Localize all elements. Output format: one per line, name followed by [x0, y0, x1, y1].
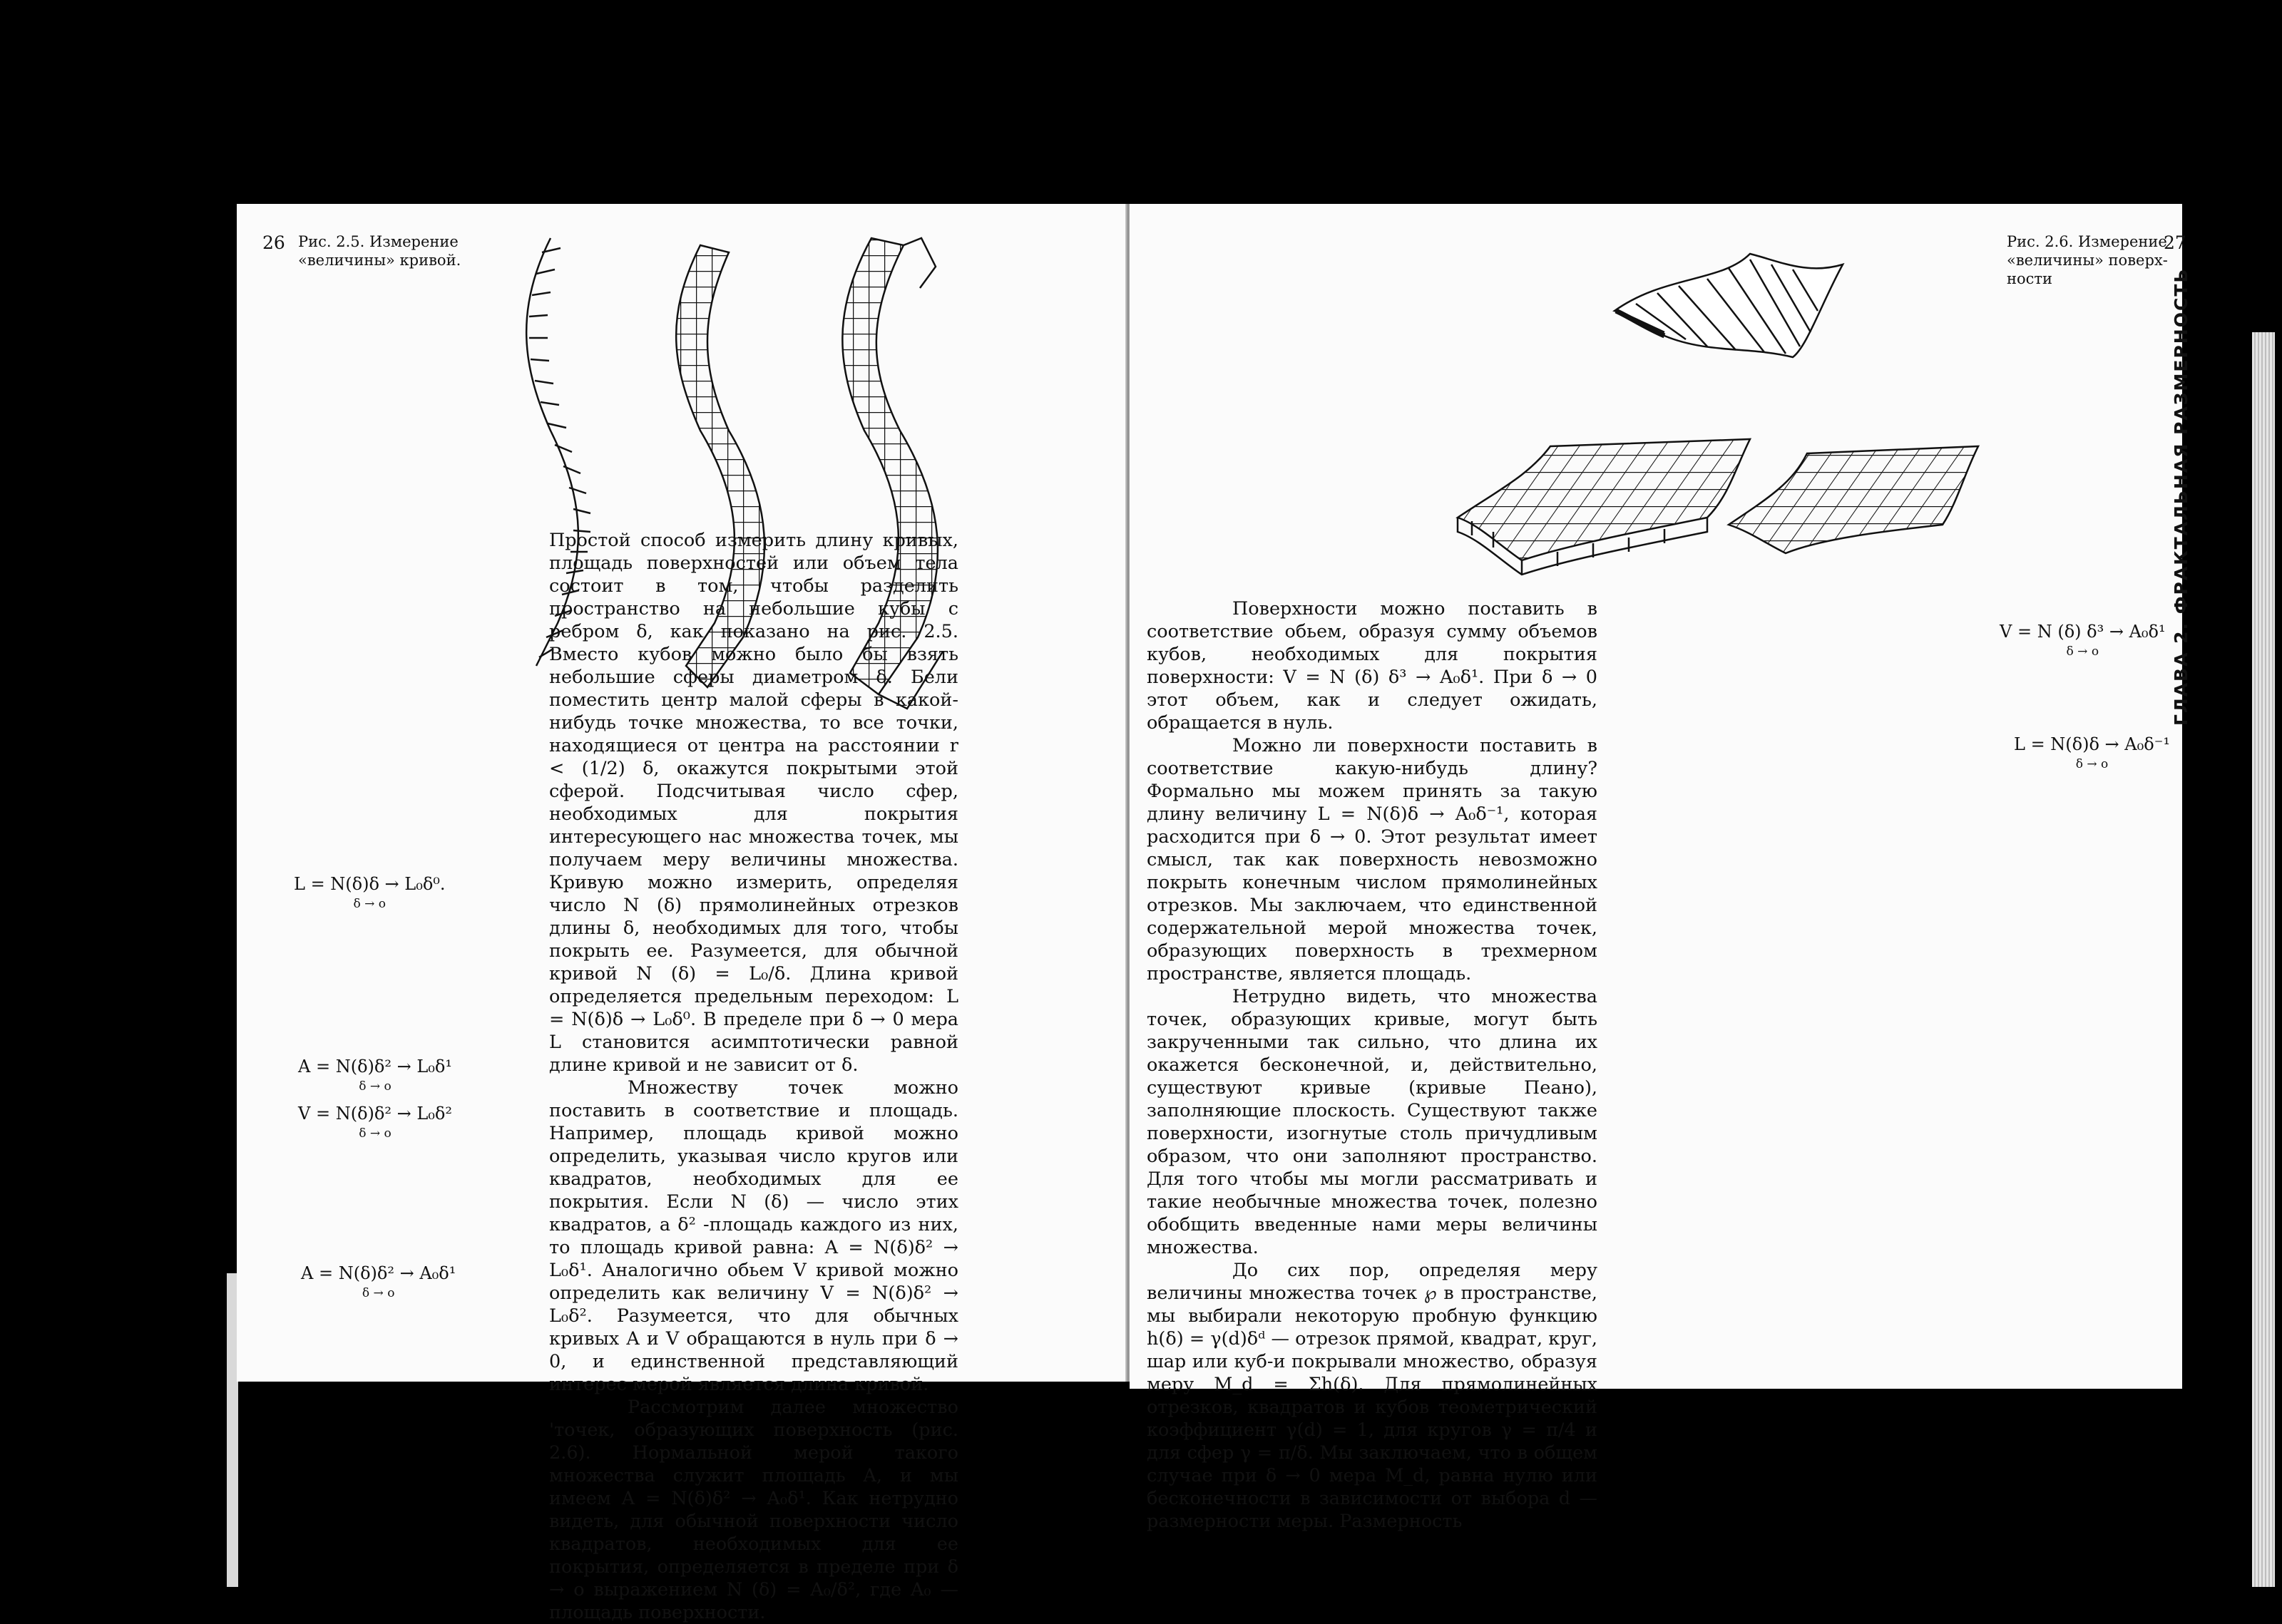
paragraph: Можно ли поверхности поставить в соответствие какую-нибудь длину? Формально мы можем принять за такую длину величину L = N(δ)δ → A₀δ⁻¹, которая расходится при δ → 0. Этот результат имеет смысл, так как поверхность невозможно покрыть конечным числом прямолинейных отрезков. Мы заключаем, что единственной содержательной мерой множества точек, образующих поверхность в трехмерном пространстве, является площадь.: [1147, 735, 1597, 985]
paragraph: Множеству точек можно поставить в соответствие и площадь. Например, площадь кривой можно определить, указывая число кругов или квадратов, необходимых для ее покрытия. Если N (δ) — число этих квадратов, а δ² -площадь каждого из них, то площадь кривой равна: A = N(δ)δ² → L₀δ¹. Аналогично обьем V кривой можно определить как величину V = N(δ)δ² → L₀δ². Разумеется, что для обычных кривых A и V обращаются в нуль при δ → 0, и единственной представляющий интерес мерой является длина кривой.: [549, 1077, 958, 1395]
figure-caption-2-6: Рис. 2.6. Измерение «величины» поверх- ности: [2007, 233, 2168, 287]
page-number-right: 27: [2164, 232, 2186, 253]
formula-volume-curve: V = N(δ)δ² → L₀δ² δ → o: [298, 1104, 452, 1141]
right-body-text: [1147, 597, 1597, 1533]
paragraph: Нетрудно видеть, что множества точек, образующих кривые, могут быть закрученными так сильно, что длина их окажется бесконечной, и, действительно, существуют кривые (кривые Пеано), заполняющие плоскость. Существуют также поверхности, изогнутые столь причудливым образом, что они заполняют пространство. Для того чтобы мы могли рассматривать и такие необычные множества точек, полезно обобщить введенные нами меры величины множества.: [1147, 986, 1597, 1258]
formula-area-curve: A = N(δ)δ² → L₀δ¹ δ → o: [298, 1057, 452, 1094]
formula-length: L = N(δ)δ → L₀δ⁰. δ → o: [294, 874, 446, 911]
surface-measurement-figure: [1450, 232, 1992, 603]
surface-with-squares: [1729, 446, 1978, 553]
paragraph: Рассмотрим далее множество 'точек, образующих поверхность (рис. 2.6). Нормальной мерой такого множества служит площадь A, и мы имеем A = N(δ)δ² → A₀δ¹. Как нетрудно видеть, для обычной поверхности число квадратов, необходимых для ее покрытия, определяется в пределе при δ → о выражением N (δ) = A₀/δ², где A₀ — площадь поверхности.: [549, 1397, 958, 1623]
paragraph: Поверхности можно поставить в соответствие обьем, образуя сумму объемов кубов, необходимых для покрытия поверхности: V = N (δ) δ³ → A₀δ¹. При δ → 0 этот объем, как и следует ожидать, обращается в нуль.: [1147, 598, 1597, 734]
book-spread: [237, 204, 2191, 1623]
figure-caption-2-5: Рис. 2.5. Измерение «величины» кривой.: [298, 233, 461, 269]
left-body-text: [549, 529, 958, 1624]
paragraph: Простой способ измерить длину кривых, площадь поверхностей или объем тела состоит в том, чтобы разделить пространство на небольшие кубы с ребром δ, как показано на рис. 2.5. Вместо кубов можно было бы взять небольшие сферы диаметром δ. Бели поместить центр малой сферы в какой-нибудь точке множества, то все точки, находящиеся от центра на расстоянии r < (1/2) δ, окажутся покрытыми этой сферой. Подсчитывая число сфер, необходимых для покрытия интересующего нас множества точек, мы получаем меру величины множества. Кривую можно измерить, определяя число N (δ) прямолинейных отрезков длины δ, необходимых для того, чтобы покрыть ее. Разумеется, для обычной кривой N (δ) = L₀/δ. Длина кривой определяется предельным переходом: L = N(δ)δ → L₀δ⁰. В пределе при δ → 0 мера L становится асимптотически равной длине кривой и не зависит от δ.: [549, 530, 958, 1076]
chapter-title: ГЛАВА 2. ФРАКТАЛЬНАЯ РАЗМЕРНОСТЬ: [2171, 268, 2191, 726]
surface-with-cubes: [1458, 439, 1750, 575]
page-edges-right: [2252, 332, 2275, 1587]
shaded-surface: [1615, 254, 1843, 357]
formula-length-surface: L = N(δ)δ → A₀δ⁻¹ δ → o: [2014, 734, 2170, 771]
formula-area-surface: A = N(δ)δ² → A₀δ¹ δ → o: [301, 1263, 456, 1300]
paragraph: До сих пор, определяя меру величины множества точек ℘ в пространстве, мы выбирали некоторую пробную функцию h(δ) = γ(d)δᵈ — отрезок прямой, квадрат, круг, шар или куб-и покрывали множество, образуя меру M_d = Σh(δ). Для прямолинейных отрезков, квадратов и кубов теометрический коэффициент γ(d) = 1, для кругов γ = π/4 и для сфер γ = π/δ. Мы заключаем, что в общем случае при δ → 0 мера M_d, равна нулю или бесконечности в зависимости от выбора d — размерности меры. Размерность: [1147, 1260, 1597, 1532]
left-page: [237, 204, 1125, 1623]
page-number-left: 26: [262, 232, 285, 253]
formula-volume-surface: V = N (δ) δ³ → A₀δ¹ δ → o: [2000, 622, 2166, 659]
right-page: [1130, 204, 2191, 1532]
